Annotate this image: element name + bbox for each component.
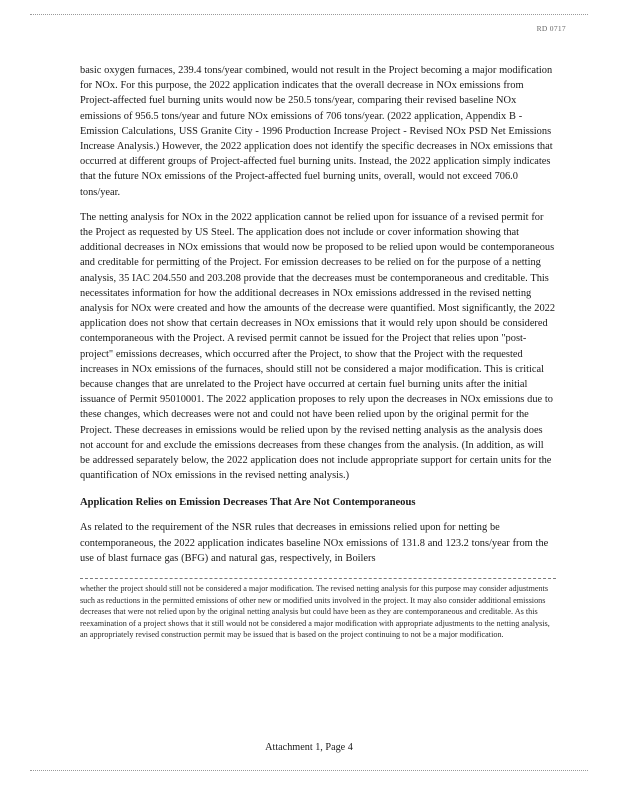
section-paragraph: As related to the requirement of the NSR rules that decreases in emissions relied upon for netting be contemporaneous, the 2022 application indicates baseline NOx emissions of 131.8 and 123.2 tons/year from the use of blast furnace gas (BFG) and natural gas, respectively, in Boilers: [80, 522, 549, 564]
footnote-text: whether the project should still not be considered a major modification. The revised netting analysis for this purpose may consider adjustments such as reductions in the permitted emissions of other new or modified units involved in the project. It may also consider additional emissions decreases that were not relied upon by the original netting analysis but could have been as they are contemporaneous and creditable. As this reexamination of a project shows that it still would not be considered a major modification with appropriate adjustments to the netting analysis, an appropriately revised construction permit may be issued that is based on the project continuing to not be a major modification.: [80, 584, 550, 640]
footnote-separator: [80, 578, 556, 579]
page-footer: Attachment 1, Page 4: [265, 742, 353, 753]
top-scan-border: [30, 14, 588, 15]
document-number: RD 0717: [536, 24, 566, 33]
body-paragraph-1: basic oxygen furnaces, 239.4 tons/year combined, would not result in the Project becoming a major modification for NOx. For this purpose, the 2022 application indicates that the overall decrease in NOx emissions from Project-affected fuel burning units would now be 250.5 tons/year, comparing their revised baseline NOx emissions of 956.5 tons/year and future NOx emissions of 706 tons/year. (2022 application, Appendix B - Emission Calculations, USS Granite City - 1996 Production Increase Project - Revised NOx PSD Net Emissions Increase Analysis.) However, the 2022 application does not identify the specific decreases in NOx emissions that occurred at different groups of Project-affected fuel burning units. Instead, the 2022 application simply indicates that the future NOx emissions of the Project-affected fuel burning units, overall, would not exceed 706.0 tons/year.: [80, 65, 553, 198]
bottom-scan-border: [30, 770, 588, 771]
body-paragraph-2: The netting analysis for NOx in the 2022 application cannot be relied upon for issuance of a revised permit for the Project as requested by US Steel. The application does not include or cover information showing that additional decreases in NOx emissions that would now be proposed to be relied upon would be contemporaneous and creditable for permitting of the Project. For emission decreases to be relied on for the purpose of a netting analysis, 35 IAC 204.550 and 203.208 provide that the decreases must be contemporaneous and creditable. This necessitates information for how the additional decreases in NOx emissions addressed in the revised netting analysis for NOx were created and how the amounts of the decrease were quantified. Most significantly, the 2022 application does not show that certain decreases in NOx emissions that it would rely upon should be considered contemporaneous with the Project. A revised permit cannot be issued for the Project that relies upon "post-project" emissions decreases, which occurred after the Project, to show that the Project with the requested increases in NOx emissions of the furnaces, should still not be considered a major modification. This is critical because changes that are unrelated to the Project have occurred at certain fuel burning units after the initial issuance of Permit 95010001. The 2022 application proposes to rely upon the decreases in NOx emissions due to these changes, which decreases were not and could not have been relied upon by the original permit for the Project. These decreases in emissions would be relied upon by the revised netting analysis as the analysis does not account for and exclude the emissions decreases from these changes from the analysis. (In addition, as will be addressed separately below, the 2022 application does not include appropriate support for certain units for the quantification of NOx emissions in the revised netting analysis.): [80, 211, 556, 482]
section-heading: Application Relies on Emission Decreases That Are Not Contemporaneous: [80, 497, 416, 509]
page-content: [80, 63, 556, 641]
